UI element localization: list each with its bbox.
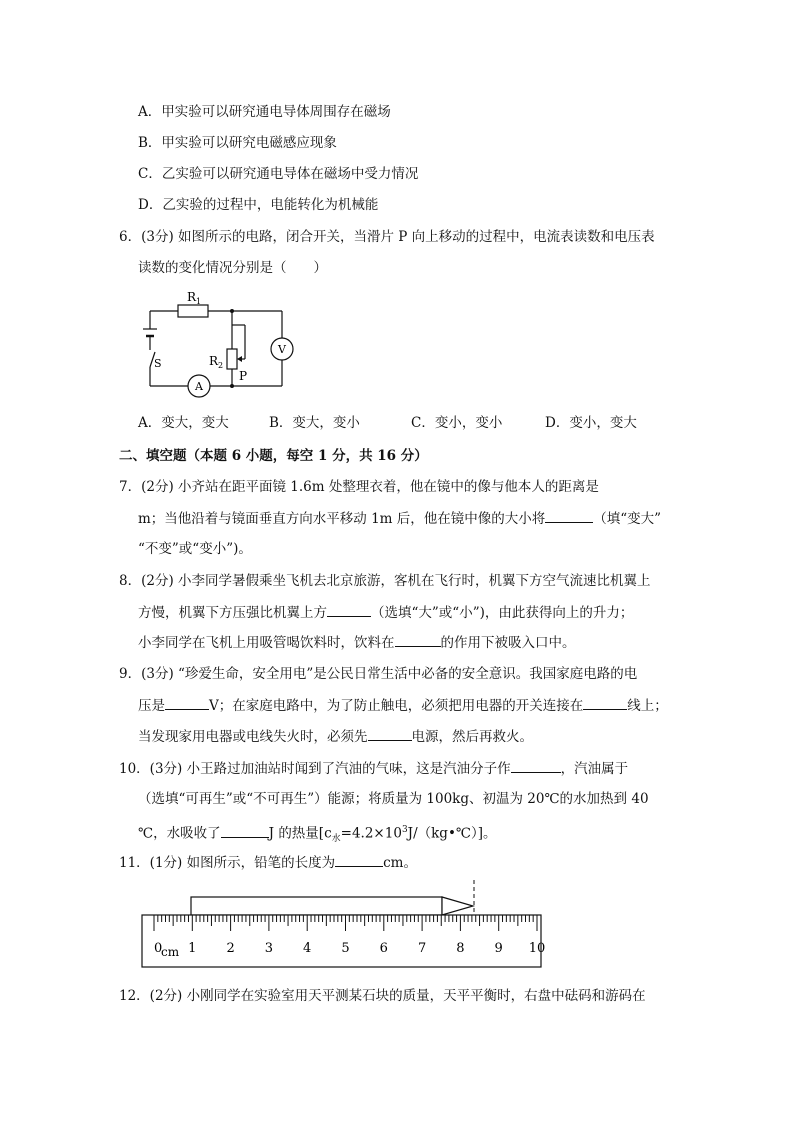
ruler-number: 4 xyxy=(303,941,312,956)
answer-blank[interactable] xyxy=(583,695,627,710)
ruler-number: 2 xyxy=(226,941,235,956)
q9-line1: 9．(3分) “珍爱生命，安全用电”是公民日常生活中必备的安全意识。我国家庭电路的电 xyxy=(119,666,638,682)
q5-option-d: D．乙实验的过程中，电能转化为机械能 xyxy=(138,197,379,213)
answer-blank[interactable] xyxy=(335,852,383,867)
answer-blank[interactable] xyxy=(395,632,441,647)
q8-line2: 方慢，机翼下方压强比机翼上方 （选填“大”或“小”)，由此获得向上的升力； xyxy=(138,602,633,623)
circuit-diagram xyxy=(135,285,305,400)
q12-line1: 12．(2分) 小刚同学在实验室用天平测某石块的质量，天平平衡时，右盘中砝码和游码在 xyxy=(119,988,646,1004)
ruler-number: 3 xyxy=(264,941,274,956)
q10-line1: 10．(3分) 小王路过加油站时闻到了汽油的气味，这是汽油分子作 ，汽油属于 xyxy=(119,758,628,779)
ruler-number: 1 xyxy=(188,941,197,956)
ruler-unit: cm xyxy=(161,945,180,959)
slider-arrow-icon xyxy=(237,356,242,362)
q6-option-a: A．变大，变大 xyxy=(138,415,229,431)
label-r2: $R_2$ xyxy=(209,354,224,370)
resistor-r1 xyxy=(178,305,208,317)
q8-line1: 8．(2分) 小李同学暑假乘坐飞机去北京旅游，客机在飞行时，机翼下方空气流速比机翼上 xyxy=(119,573,651,589)
label-s: S xyxy=(154,357,162,370)
q11-line1: 11．(1分) 如图所示，铅笔的长度为 cm。 xyxy=(119,852,417,873)
answer-blank[interactable] xyxy=(545,508,593,523)
answer-blank[interactable] xyxy=(368,726,412,741)
q6-option-d: D．变小，变大 xyxy=(545,415,637,431)
q6-stem-line2: 读数的变化情况分别是（ ） xyxy=(138,260,327,276)
q10-line3: ℃，水吸收了 J 的热量$[c_水=4.2\times 10^3J/(kg•℃)]$。 xyxy=(138,820,497,849)
ruler-number: 5 xyxy=(341,941,350,956)
label-r1: $R_1$ xyxy=(187,290,202,306)
pencil xyxy=(191,897,473,915)
q5-option-b: B．甲实验可以研究电磁感应现象 xyxy=(138,135,337,151)
ruler-number: 10 xyxy=(528,941,545,956)
answer-blank[interactable] xyxy=(511,758,561,773)
answer-blank[interactable] xyxy=(327,602,371,617)
label-a: A xyxy=(195,380,203,393)
q5-option-a: A．甲实验可以研究通电导体周围存在磁场 xyxy=(138,104,391,120)
q7-line1: 7．(2分) 小齐站在距平面镜 1.6m 处整理衣着，他在镜中的像与他本人的距离是 xyxy=(119,479,599,495)
ruler-and-pencil xyxy=(140,880,545,972)
q10-line2: （选填“可再生”或“不可再生”）能源；将质量为 100kg、初温为 20℃的水加热到 40 xyxy=(138,791,649,807)
ruler-number: 7 xyxy=(417,941,427,956)
ruler-number: 6 xyxy=(379,941,388,956)
q7-line3: “不变”或“变小”)。 xyxy=(138,541,252,557)
ruler-number: 0 xyxy=(154,941,163,956)
q9-line2: 压是 V；在家庭电路中，为了防止触电，必须把用电器的开关连接在 线上； xyxy=(138,695,668,716)
ruler-number: 9 xyxy=(494,941,503,956)
q5-option-c: C．乙实验可以研究通电导体在磁场中受力情况 xyxy=(138,166,419,182)
label-p: P xyxy=(239,369,248,383)
q6-option-b: B．变大，变小 xyxy=(269,415,360,431)
q7-line2: m；当他沿着与镜面垂直方向水平移动 1m 后，他在镜中像的大小将 （填“变大” xyxy=(138,508,661,529)
q9-line3: 当发现家用电器或电线失火时，必须先 电源，然后再救火。 xyxy=(138,726,533,747)
q6-option-c: C．变小，变小 xyxy=(411,415,503,431)
q8-line3: 小李同学在飞机上用吸管喝饮料时，饮料在 的作用下被吸入口中。 xyxy=(138,632,576,653)
answer-blank[interactable] xyxy=(165,695,209,710)
ruler-number: 8 xyxy=(456,941,465,956)
answer-blank[interactable] xyxy=(221,823,269,838)
section-heading: 二、填空题（本题 6 小题，每空 1 分，共 16 分） xyxy=(119,448,428,464)
label-v: V xyxy=(278,343,286,356)
rheostat-r2 xyxy=(227,349,237,369)
q6-stem-line1: 6．(3分) 如图所示的电路，闭合开关，当滑片 P 向上移动的过程中，电流表读数和电压表 xyxy=(119,229,655,245)
